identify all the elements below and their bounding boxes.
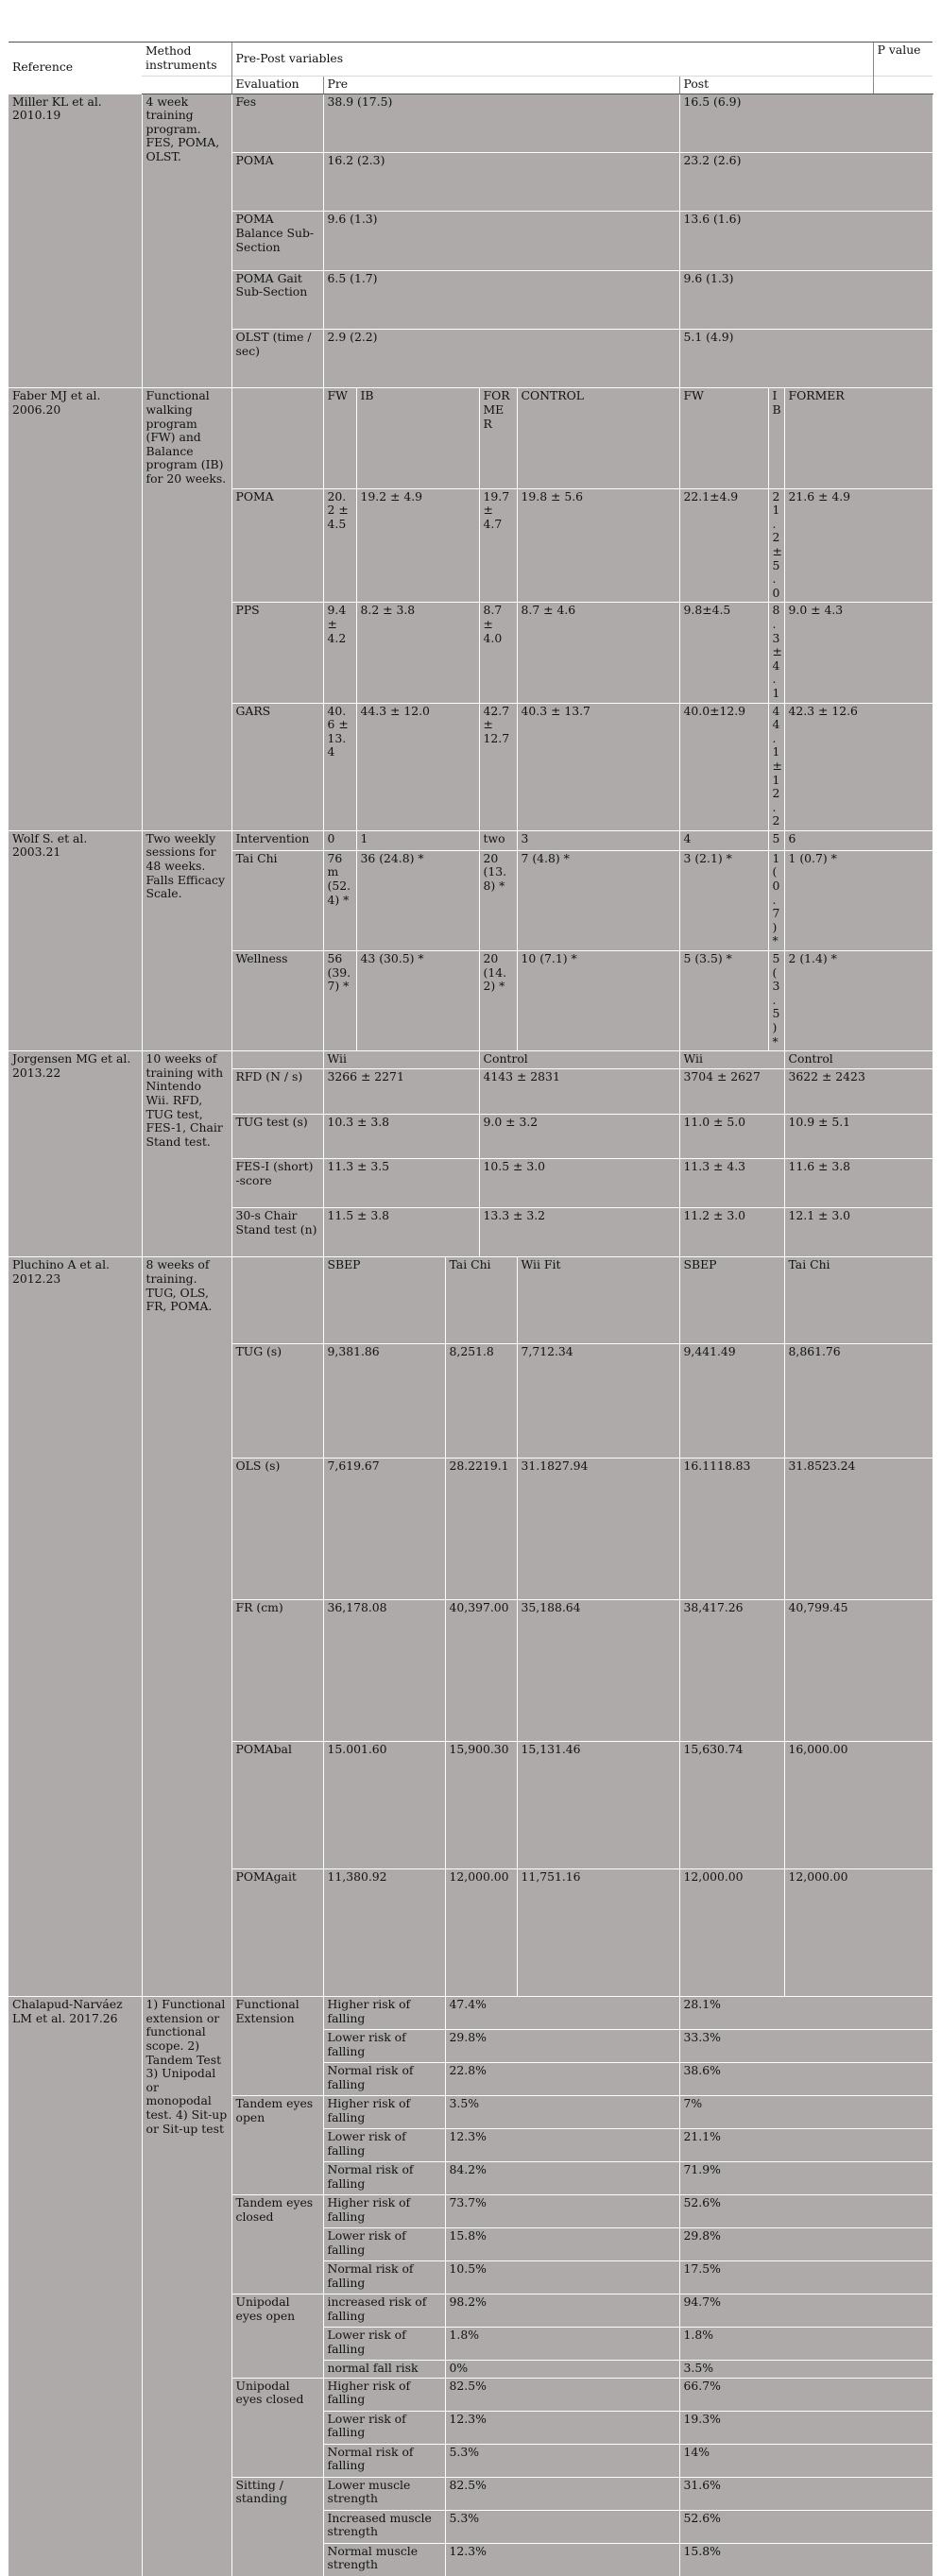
value-cell: 28.2219.1: [445, 1458, 517, 1599]
value-cell: 9,441.49: [679, 1343, 784, 1458]
value-cell: 42.7 ± 12.7: [479, 703, 517, 830]
value-cell: 11.3 ± 4.3: [679, 1159, 784, 1208]
table-row: [9, 1051, 932, 1069]
group-header: FORMER: [784, 388, 932, 488]
evaluation-label: TUG test (s): [231, 1114, 323, 1159]
pre-value: 12.3%: [445, 2129, 679, 2162]
post-value: 1.8%: [679, 2328, 932, 2361]
value-cell: 8.3 ± 4.1: [768, 603, 784, 703]
pre-value: 16.2 (2.3): [323, 152, 679, 211]
value-cell: two: [479, 830, 517, 850]
group-header: FW: [679, 388, 768, 488]
value-cell: 19.7 ± 4.7: [479, 488, 517, 603]
value-cell: 11.0 ± 5.0: [679, 1114, 784, 1159]
pre-value: 10.5%: [445, 2261, 679, 2295]
group-header: Tai Chi: [784, 1257, 932, 1344]
post-value: 71.9%: [679, 2162, 932, 2195]
risk-category: Higher risk of falling: [323, 2195, 445, 2228]
evaluation-label: GARS: [231, 703, 323, 830]
group-header: Control: [784, 1051, 932, 1069]
evaluation-label: Functional Extension: [231, 1997, 323, 2096]
group-header: IB: [356, 388, 479, 488]
value-cell: 10.3 ± 3.8: [323, 1114, 479, 1159]
evaluation-label: 30-s Chair Stand test (n): [231, 1208, 323, 1257]
evaluation-label: POMA: [231, 152, 323, 211]
value-cell: 35,188.64: [517, 1599, 679, 1741]
post-value: 14%: [679, 2444, 932, 2477]
value-cell: 8.7 ± 4.0: [479, 603, 517, 703]
value-cell: 11.3 ± 3.5: [323, 1159, 479, 1208]
evaluation-label: POMA Balance Sub-Section: [231, 212, 323, 270]
study-method: 1) Functional extension or functional scope. 2) Tandem Test 3) Unipodal or monopodal test. 4) Sit-up or Sit-up test: [142, 1997, 231, 2576]
post-value: 38.6%: [679, 2063, 932, 2096]
value-cell: 44.1 ± 12.2: [768, 703, 784, 830]
evaluation-label: Unipodal eyes open: [231, 2295, 323, 2379]
risk-category: Lower muscle strength: [323, 2477, 445, 2510]
value-cell: 8,251.8: [445, 1343, 517, 1458]
header-reference: Reference: [9, 43, 142, 94]
value-cell: 11.5 ± 3.8: [323, 1208, 479, 1257]
header-row: [9, 43, 932, 77]
table-row: [9, 1257, 932, 1344]
value-cell: 4: [679, 830, 768, 850]
value-cell: 13.3 ± 3.2: [479, 1208, 679, 1257]
pre-value: 12.3%: [445, 2411, 679, 2444]
value-cell: 15,900.30: [445, 1741, 517, 1868]
value-cell: 10 (7.1) *: [517, 951, 679, 1051]
value-cell: 16,000.00: [784, 1741, 932, 1868]
value-cell: 76m (52.4) *: [323, 850, 356, 950]
header-post: Post: [679, 77, 873, 94]
risk-category: increased risk of falling: [323, 2295, 445, 2328]
risk-category: Lower risk of falling: [323, 2411, 445, 2444]
group-header: FORMER: [479, 388, 517, 488]
value-cell: 12.1 ± 3.0: [784, 1208, 932, 1257]
post-value: 19.3%: [679, 2411, 932, 2444]
post-value: 29.8%: [679, 2228, 932, 2261]
value-cell: 10.5 ± 3.0: [479, 1159, 679, 1208]
risk-category: Lower risk of falling: [323, 2228, 445, 2261]
value-cell: 20 (13.8) *: [479, 850, 517, 950]
header-method-blank: [142, 77, 231, 94]
value-cell: 36,178.08: [323, 1599, 445, 1741]
header-pre: Pre: [323, 77, 679, 94]
post-value: 52.6%: [679, 2195, 932, 2228]
post-value: 9.6 (1.3): [679, 270, 932, 329]
value-cell: 11,380.92: [323, 1868, 445, 1996]
value-cell: 56 (39.7) *: [323, 951, 356, 1051]
evaluation-label: TUG (s): [231, 1343, 323, 1458]
post-value: 31.6%: [679, 2477, 932, 2510]
study-method: Two weekly sessions for 48 weeks. Falls Efficacy Scale.: [142, 830, 231, 1050]
header-prepost: Pre-Post variables: [231, 43, 873, 77]
group-header: SBEP: [323, 1257, 445, 1344]
value-cell: 40.6 ± 13.4: [323, 703, 356, 830]
evaluation-label: Tai Chi: [231, 850, 323, 950]
evaluation-label: OLS (s): [231, 1458, 323, 1599]
evaluation-label: Fes: [231, 94, 323, 152]
value-cell: 6: [784, 830, 932, 850]
value-cell: 12,000.00: [679, 1868, 784, 1996]
value-cell: 9.0 ± 4.3: [784, 603, 932, 703]
value-cell: 20 (14.2) *: [479, 951, 517, 1051]
evaluation-label: Sitting / standing: [231, 2477, 323, 2576]
value-cell: 3704 ± 2627: [679, 1068, 784, 1114]
value-cell: 1: [356, 830, 479, 850]
pre-value: 82.5%: [445, 2378, 679, 2411]
group-header: Control: [479, 1051, 679, 1069]
group-header: Wii: [323, 1051, 479, 1069]
value-cell: 31.8523.24: [784, 1458, 932, 1599]
post-value: 94.7%: [679, 2295, 932, 2328]
evaluation-label: Intervention: [231, 830, 323, 850]
evaluation-label: POMA Gait Sub-Section: [231, 270, 323, 329]
post-value: 21.1%: [679, 2129, 932, 2162]
risk-category: Higher risk of falling: [323, 2096, 445, 2129]
evaluation-label: [231, 1257, 323, 1344]
value-cell: 1 (0.7) *: [784, 850, 932, 950]
pre-value: 9.6 (1.3): [323, 212, 679, 270]
value-cell: 11,751.16: [517, 1868, 679, 1996]
results-table: [9, 42, 932, 2576]
value-cell: 3266 ± 2271: [323, 1068, 479, 1114]
pre-value: 29.8%: [445, 2030, 679, 2063]
value-cell: 12,000.00: [784, 1868, 932, 1996]
value-cell: 3622 ± 2423: [784, 1068, 932, 1114]
value-cell: 15,131.46: [517, 1741, 679, 1868]
value-cell: 3 (2.1) *: [679, 850, 768, 950]
value-cell: 40,397.00: [445, 1599, 517, 1741]
value-cell: 11.6 ± 3.8: [784, 1159, 932, 1208]
post-value: 5.1 (4.9): [679, 330, 932, 388]
post-value: 23.2 (2.6): [679, 152, 932, 211]
evaluation-label: POMA: [231, 488, 323, 603]
risk-category: Normal risk of falling: [323, 2162, 445, 2195]
value-cell: 43 (30.5) *: [356, 951, 479, 1051]
value-cell: 8.2 ± 3.8: [356, 603, 479, 703]
risk-category: Normal muscle strength: [323, 2543, 445, 2576]
post-value: 15.8%: [679, 2543, 932, 2576]
pre-value: 38.9 (17.5): [323, 94, 679, 152]
header-pvalue-blank: [873, 77, 932, 94]
post-value: 16.5 (6.9): [679, 94, 932, 152]
value-cell: 5 (3.5) *: [679, 951, 768, 1051]
pre-value: 98.2%: [445, 2295, 679, 2328]
study-reference: Wolf S. et al. 2003.21: [9, 830, 142, 1050]
risk-category: Increased muscle strength: [323, 2510, 445, 2543]
risk-category: Lower risk of falling: [323, 2129, 445, 2162]
value-cell: 31.1827.94: [517, 1458, 679, 1599]
value-cell: 0: [323, 830, 356, 850]
value-cell: 15,630.74: [679, 1741, 784, 1868]
risk-category: normal fall risk: [323, 2361, 445, 2379]
evaluation-label: Wellness: [231, 951, 323, 1051]
risk-category: Lower risk of falling: [323, 2030, 445, 2063]
pre-value: 82.5%: [445, 2477, 679, 2510]
pre-value: 47.4%: [445, 1997, 679, 2030]
table-row: [9, 830, 932, 850]
value-cell: 8.7 ± 4.6: [517, 603, 679, 703]
evaluation-label: PPS: [231, 603, 323, 703]
value-cell: 10.9 ± 5.1: [784, 1114, 932, 1159]
post-value: 66.7%: [679, 2378, 932, 2411]
evaluation-label: Tandem eyes open: [231, 2096, 323, 2195]
header-method: Method instruments: [142, 43, 231, 77]
risk-category: Higher risk of falling: [323, 1997, 445, 2030]
study-reference: Pluchino A et al. 2012.23: [9, 1257, 142, 1997]
evaluation-label: FES-I (short) -score: [231, 1159, 323, 1208]
value-cell: 3: [517, 830, 679, 850]
evaluation-label: [231, 1051, 323, 1069]
value-cell: 9.8±4.5: [679, 603, 768, 703]
value-cell: 20.2 ± 4.5: [323, 488, 356, 603]
post-value: 17.5%: [679, 2261, 932, 2295]
post-value: 52.6%: [679, 2510, 932, 2543]
subheader-row: [9, 77, 932, 94]
value-cell: 19.8 ± 5.6: [517, 488, 679, 603]
group-header: CONTROL: [517, 388, 679, 488]
pre-value: 5.3%: [445, 2444, 679, 2477]
value-cell: 5 (3.5) *: [768, 951, 784, 1051]
group-header: Wii: [679, 1051, 784, 1069]
pre-value: 1.8%: [445, 2328, 679, 2361]
value-cell: 40,799.45: [784, 1599, 932, 1741]
value-cell: 36 (24.8) *: [356, 850, 479, 950]
value-cell: 7,712.34: [517, 1343, 679, 1458]
value-cell: 40.3 ± 13.7: [517, 703, 679, 830]
value-cell: 22.1±4.9: [679, 488, 768, 603]
evaluation-label: POMAgait: [231, 1868, 323, 1996]
value-cell: 21.2 ± 5.0: [768, 488, 784, 603]
value-cell: 19.2 ± 4.9: [356, 488, 479, 603]
pre-value: 84.2%: [445, 2162, 679, 2195]
study-reference: Faber MJ et al. 2006.20: [9, 388, 142, 830]
study-method: 10 weeks of training with Nintendo Wii. RFD, TUG test, FES-1, Chair Stand test.: [142, 1051, 231, 1257]
group-header: SBEP: [679, 1257, 784, 1344]
study-reference: Miller KL et al. 2010.19: [9, 94, 142, 388]
evaluation-label: OLST (time / sec): [231, 330, 323, 388]
header-evaluation: Evaluation: [231, 77, 323, 94]
post-value: 28.1%: [679, 1997, 932, 2030]
value-cell: 12,000.00: [445, 1868, 517, 1996]
evaluation-label: Unipodal eyes closed: [231, 2378, 323, 2477]
value-cell: 15.001.60: [323, 1741, 445, 1868]
results-table-container: [9, 42, 932, 2576]
risk-category: Normal risk of falling: [323, 2444, 445, 2477]
post-value: 13.6 (1.6): [679, 212, 932, 270]
post-value: 33.3%: [679, 2030, 932, 2063]
risk-category: Lower risk of falling: [323, 2328, 445, 2361]
pre-value: 15.8%: [445, 2228, 679, 2261]
value-cell: 38,417.26: [679, 1599, 784, 1741]
value-cell: 21.6 ± 4.9: [784, 488, 932, 603]
evaluation-label: POMAbal: [231, 1741, 323, 1868]
pre-value: 22.8%: [445, 2063, 679, 2096]
pre-value: 3.5%: [445, 2096, 679, 2129]
study-reference: Chalapud-Narváez LM et al. 2017.26: [9, 1997, 142, 2576]
table-row: [9, 1997, 932, 2030]
value-cell: 9.4 ± 4.2: [323, 603, 356, 703]
group-header: IB: [768, 388, 784, 488]
group-header: FW: [323, 388, 356, 488]
value-cell: 9.0 ± 3.2: [479, 1114, 679, 1159]
post-value: 7%: [679, 2096, 932, 2129]
value-cell: 2 (1.4) *: [784, 951, 932, 1051]
value-cell: 40.0±12.9: [679, 703, 768, 830]
header-pvalue: P value: [873, 43, 932, 77]
table-row: [9, 388, 932, 488]
pre-value: 0%: [445, 2361, 679, 2379]
risk-category: Normal risk of falling: [323, 2063, 445, 2096]
evaluation-label: Tandem eyes closed: [231, 2195, 323, 2295]
value-cell: 44.3 ± 12.0: [356, 703, 479, 830]
value-cell: 7,619.67: [323, 1458, 445, 1599]
value-cell: 4143 ± 2831: [479, 1068, 679, 1114]
group-header: Tai Chi: [445, 1257, 517, 1344]
evaluation-label: FR (cm): [231, 1599, 323, 1741]
table-row: [9, 94, 932, 152]
pre-value: 2.9 (2.2): [323, 330, 679, 388]
value-cell: 16.1118.83: [679, 1458, 784, 1599]
study-method: 4 week training program. FES, POMA, OLST.: [142, 94, 231, 388]
value-cell: 11.2 ± 3.0: [679, 1208, 784, 1257]
pre-value: 5.3%: [445, 2510, 679, 2543]
post-value: 3.5%: [679, 2361, 932, 2379]
pre-value: 73.7%: [445, 2195, 679, 2228]
risk-category: Normal risk of falling: [323, 2261, 445, 2295]
value-cell: 9,381.86: [323, 1343, 445, 1458]
pre-value: 6.5 (1.7): [323, 270, 679, 329]
value-cell: 8,861.76: [784, 1343, 932, 1458]
risk-category: Higher risk of falling: [323, 2378, 445, 2411]
value-cell: 1 (0.7) *: [768, 850, 784, 950]
study-method: 8 weeks of training. TUG, OLS, FR, POMA.: [142, 1257, 231, 1997]
study-method: Functional walking program (FW) and Balance program (IB) for 20 weeks.: [142, 388, 231, 830]
evaluation-label: [231, 388, 323, 488]
value-cell: 7 (4.8) *: [517, 850, 679, 950]
value-cell: 42.3 ± 12.6: [784, 703, 932, 830]
value-cell: 5: [768, 830, 784, 850]
study-reference: Jorgensen MG et al. 2013.22: [9, 1051, 142, 1257]
pre-value: 12.3%: [445, 2543, 679, 2576]
group-header: Wii Fit: [517, 1257, 679, 1344]
evaluation-label: RFD (N / s): [231, 1068, 323, 1114]
